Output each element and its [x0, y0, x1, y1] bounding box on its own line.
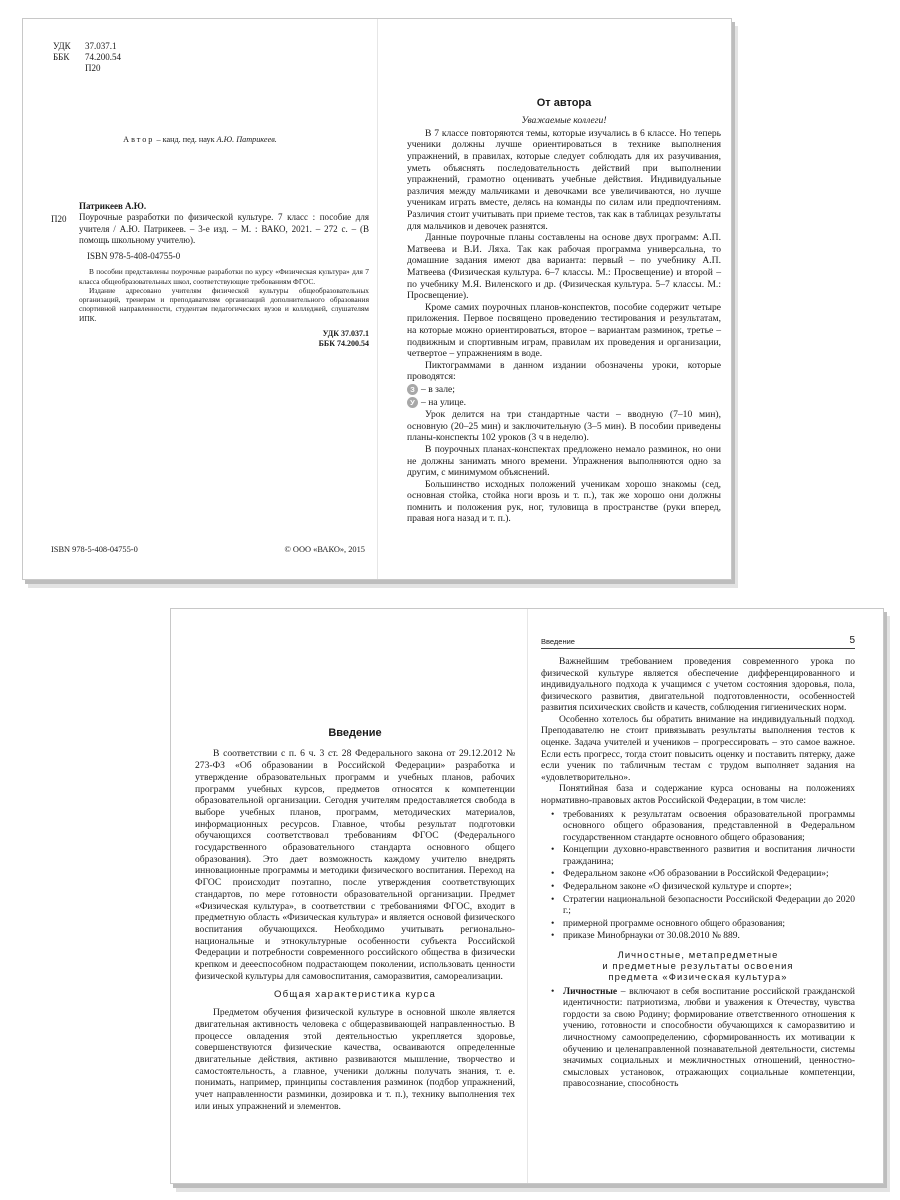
list-item: • примерной программе основного общего образования;	[563, 919, 855, 931]
list-item	[563, 987, 855, 1091]
bib-author: Патрикеев А.Ю.	[79, 201, 147, 211]
author-credentials: – канд. пед. наук	[154, 135, 217, 144]
paragraph: Понятийная база и содержание курса основаны на положениях нормативно-правовых актов Российской Федерации, в том числе:	[541, 784, 855, 806]
paragraph: Предметом обучения физической культуре в основной школе является двигательная активность человека с общеразвивающей направленностью. В процессе овладения этой деятельностью укрепляется здоровье, совершенствуются физические качества, осваиваются определенные двигательные действия, активно развиваются мышление, творчество и самостоятельность, а главное, ученики должны получать знания, т. е. понимать, например, принципы составления разминок (подбор упражнений, учет направленности разминки, дозировка и т. п.), технику выполнения тех или иных упражнений и элементов.	[195, 1007, 515, 1112]
author-foreword-page	[377, 19, 731, 579]
greeting: Уважаемые коллеги!	[521, 115, 607, 127]
bib-code: П20	[51, 214, 67, 224]
street-pictogram-icon: У	[407, 397, 418, 408]
section-heading: Общая характеристика курса	[274, 989, 436, 1001]
page-title: От автора	[536, 97, 592, 109]
introduction-page	[171, 609, 527, 1183]
hall-pictogram-icon: З	[407, 384, 418, 395]
results-list	[541, 987, 855, 1091]
list-item: • Федеральном законе «Об образовании в Российской Федерации»;	[563, 869, 855, 881]
paragraph: Урок делится на три стандартные части – вводную (7–10 мин), основную (20–25 мин) и заключительную (3–5 мин). В пособии приведены планы-конспекты 102 уроков (3 ч в неделю).	[407, 409, 721, 444]
bib-description: Поурочные разработки по физической культуре. 7 класс : пособие для учителя / А.Ю. Патрикеев. – 3-е изд. – М. : ВАКО, 2021. – 272 с. – (В помощь школьному учителю).	[79, 212, 369, 245]
top-spread	[22, 18, 732, 580]
catalog-code: П20	[85, 62, 101, 73]
heading-line: предмета «Физическая культура»	[608, 971, 788, 983]
paragraph: В соответствии с п. 6 ч. 3 ст. 28 Федерального закона от 29.12.2012 № 273-ФЗ «Об образовании в Российской Федерации» разработка и утверждение образовательных программ и учебных планов, рабочих программ учебных курсов, предметов относятся к компетенции образовательной организации. Сегодня учителям предоставляется свобода в выборе учебных планов, программ, методических материалов, информационных ресурсов. Главное, чтобы результат подготовки обучающихся соответствовал требованиям ФГОС (Федерального государственного образовательного стандарта основного общего образования). Это дает возможность каждому учителю внедрять инновационные программы и методики физического воспитания. Переход на ФГОС происходит поэтапно, после утверждения соответствующих стандартов, по мере готовности образовательной организации. Предмет «Физическая культура», в соответствии с требованиями ФГОС, входит в предметную область «Физическая культура» и является основой физического воспитания обучающихся. Необходимо учитывать регионально-национальные и этнокультурные особенности субъекта Российской Федерации и потребности современного российского общества в физически крепком и деееспособном подрастающем поколении, использовать ценности физической культуры для самовоспитания, саморазвития, самореализации.	[195, 748, 515, 982]
bbk-footer: ББК 74.200.54	[318, 338, 369, 348]
running-head-title: Введение	[541, 637, 575, 646]
paragraph: Большинство исходных положений ученикам хорошо знакомы (сед, основная стойка, стойка ноги врозь и т. п.), так же хорошо они должны помнить и положения рук, ног, туловища в пространстве (руки вперед, правая нога назад и т. п.).	[407, 478, 721, 525]
list-item: • приказе Минобрнауки от 30.08.2010 № 889.	[563, 931, 855, 943]
author-credit	[23, 135, 377, 145]
classification-footer	[51, 329, 369, 349]
annotation-paragraph: В пособии представлены поурочные разработки по курсу «Физическая культура» для 7 класса общеобразовательных школ, соответствующие требованиям ФГОС.	[79, 267, 369, 286]
author-prefix: Автор	[123, 135, 155, 144]
pictogram-street	[407, 397, 721, 409]
paragraph: Кроме самих поурочных планов-конспектов, пособие содержит четыре приложения. Первое посвящено проведению тестирования и результатам, на которые можно ориентироваться, второе – вариантам разминок, третье – подвижным и спортивным играм, правилам их проведения и организации, четвертое – упражнениям в воде.	[407, 301, 721, 360]
udk-footer: УДК 37.037.1	[322, 328, 369, 338]
personal-label: Личностные	[563, 986, 618, 997]
pictogram-label: – на улице.	[421, 396, 467, 408]
classification-block	[53, 41, 121, 74]
list-item: • Концепции духовно-нравственного развития и воспитания личности гражданина;	[563, 845, 855, 868]
bibliographic-record	[51, 201, 369, 349]
paragraph: Важнейшим требованием проведения современного урока по физической культуре является обеспечение дифференцированного и индивидуального подхода к учащимся с учетом состояния здоровья, пола, физического развития, двигательной подготовленности, особенностей развития психических свойств и качеств, соблюдения гигиенических норм.	[541, 657, 855, 714]
bottom-spread	[170, 608, 884, 1184]
imprint-footer	[51, 545, 365, 556]
udk-value: 37.037.1	[85, 41, 117, 51]
annotation-paragraph: Издание адресовано учителям физической культуры общеобразовательных организаций, тренерам и преподавателям организаций дополнительного образования спортивной направленности, студентам педагогических вузов и колледжей, слушателям ИПК.	[79, 285, 369, 323]
list-item: • Стратегии национальной безопасности Российской Федерации до 2020 г.;	[563, 895, 855, 918]
personal-text: – включают в себя воспитание российской гражданской идентичности: патриотизма, любви и уважения к Отечеству, чувства гордости за свою Родину; формирование ответственного отношения к учению, готовности и способности обучающихся к саморазвитию и личностному самоопределению, сформированность их мотивации к обучению и целенаправленной познавательной деятельности, системы значимых социальных и межличностных отношений, ценностно-смысловых установок, отражающих социальные компетенции, правосознание, способность	[563, 986, 855, 1090]
bbk-value: 74.200.54	[85, 51, 121, 62]
page-five	[527, 609, 883, 1183]
footer-isbn: ISBN 978-5-408-04755-0	[51, 545, 138, 554]
annotation	[51, 267, 369, 323]
page-number: 5	[849, 635, 855, 646]
pictogram-label: – в зале;	[421, 383, 455, 395]
pictogram-hall	[407, 384, 721, 396]
page-title: Введение	[328, 727, 382, 739]
footer-copyright: © ООО «ВАКО», 2015	[284, 545, 365, 554]
udk-label: УДК	[53, 41, 71, 51]
running-head	[541, 637, 855, 649]
legal-acts-list	[541, 810, 855, 943]
heading-line: и предметные результаты освоения	[602, 960, 794, 972]
paragraph: Данные поурочные планы составлены на основе двух программ: А.П. Матвеева и В.И. Ляха. Так как рабочая программа универсальна, то домашние задания имеют два варианта: первый – по учебнику А.П. Матвеева (Физическая культура. 6–7 классы. М.: Просвещение) и второй – по учебнику М.Я. Виленского и др. (Физическая культура. 5–7 классы. М.: Просвещение).	[407, 232, 721, 302]
imprint-page	[23, 19, 377, 579]
section-heading	[541, 949, 855, 983]
bib-isbn: ISBN 978-5-408-04755-0	[87, 251, 181, 261]
heading-line: Личностные, метапредметные	[617, 948, 779, 960]
list-item: • Федеральном законе «О физической культуре и спорте»;	[563, 882, 855, 894]
paragraph: Особенно хотелось бы обратить внимание на индивидуальный подход. Преподавателю не стоит привязывать результаты выполнения тестов к оценке. Задача учителей и учеников – прогрессировать – это самое важное. Если есть прогресс, тогда стоит повысить оценку и поставить пятерку, даже если ученик по табличным тестам с трудом выполняет задания на «удовлетворительно».	[541, 714, 855, 783]
paragraph: В поурочных планах-конспектах предложено немало разминок, но они не должны занимать много времени. Упражнения выполняются одно за другим, с минимумом объяснений.	[407, 443, 721, 479]
author-name: А.Ю. Патрикеев.	[216, 135, 277, 144]
paragraph: В 7 классе повторяются темы, которые изучались в 6 классе. Но теперь ученики должны лучше ориентироваться в технике выполнения упражнений, в правилах, которые следует соблюдать для их разучивания, уметь объяснять последовательность действий при выполнении упражнений, грамотно оценивать учебные действия. Индивидуальные различия между мальчиками и девочками все увеличиваются, но лучше ученикам играть вместе, делясь на команды по силам или предпочтениям. Различия стоит учитывать при приеме тестов, так как в таблицах результаты для мальчиков и девочек разнятся.	[407, 127, 721, 232]
paragraph: Пиктограммами в данном издании обозначены уроки, которые проводятся:	[407, 359, 721, 383]
bbk-label: ББК	[53, 51, 70, 62]
list-item: • требованиях к результатам освоения образовательной программы основного общего образования, представленной в Федеральном государственном стандарте основного общего образования;	[563, 810, 855, 845]
